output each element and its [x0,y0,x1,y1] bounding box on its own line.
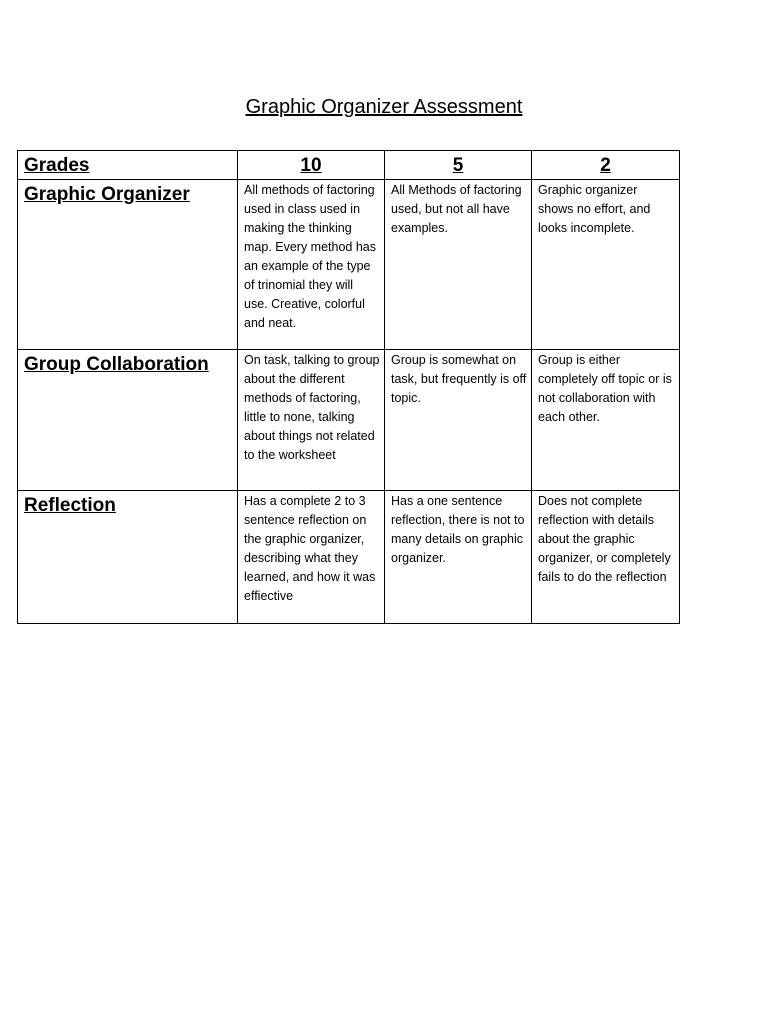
table-row-graphic-organizer [18,180,680,350]
row-label-cell [18,491,238,624]
criteria-cell [532,491,680,624]
criteria-text-graphic-organizer-2: Graphic organizer shows no effort, and looks incomplete. [538,183,651,235]
criteria-cell [238,491,385,624]
grade-10-label: 10 [300,155,322,176]
criteria-text-reflection-5: Has a one sentence reflection, there is not to many details on graphic organizer. [391,494,525,565]
row-label-reflection: Reflection [24,495,116,516]
table-row-reflection [18,491,680,624]
criteria-text-graphic-organizer-10: All methods of factoring used in class used in making the thinking map. Every method has an example of the type of trinomial they will use. Creative, colorful and neat. [244,183,377,330]
grade-5-label: 5 [452,155,464,176]
grade-2-label: 2 [600,155,611,176]
row-label-group-collaboration: Group Collaboration [24,354,209,375]
assessment-rubric-table [17,150,680,624]
criteria-text-reflection-10: Has a complete 2 to 3 sentence reflection on the graphic organizer, describing what they learned, and how it was effiective [244,494,376,603]
page-title: Graphic Organizer Assessment [245,96,523,118]
row-label-cell [18,180,238,350]
criteria-cell [385,180,532,350]
criteria-text-group-collaboration-5: Group is somewhat on task, but frequently is off topic. [391,353,527,405]
criteria-cell [238,350,385,491]
criteria-cell [532,180,680,350]
header-cell-grades [18,151,238,180]
table-header-row [18,151,680,180]
table-row-group-collaboration [18,350,680,491]
criteria-cell [532,350,680,491]
criteria-cell [238,180,385,350]
criteria-cell [385,491,532,624]
row-label-cell [18,350,238,491]
criteria-text-group-collaboration-10: On task, talking to group about the different methods of factoring, little to none, talking about things not related to the worksheet [244,353,380,462]
row-label-graphic-organizer: Graphic Organizer [24,184,190,205]
grades-label: Grades [24,155,90,176]
criteria-text-group-collaboration-2: Group is either completely off topic or is not collaboration with each other. [538,353,672,424]
criteria-text-graphic-organizer-5: All Methods of factoring used, but not all have examples. [391,183,522,235]
header-cell-grade-10 [238,151,385,180]
header-cell-grade-2 [532,151,680,180]
criteria-text-reflection-2: Does not complete reflection with details about the graphic organizer, or completely fails to do the reflection [538,494,671,584]
header-cell-grade-5 [385,151,532,180]
criteria-cell [385,350,532,491]
